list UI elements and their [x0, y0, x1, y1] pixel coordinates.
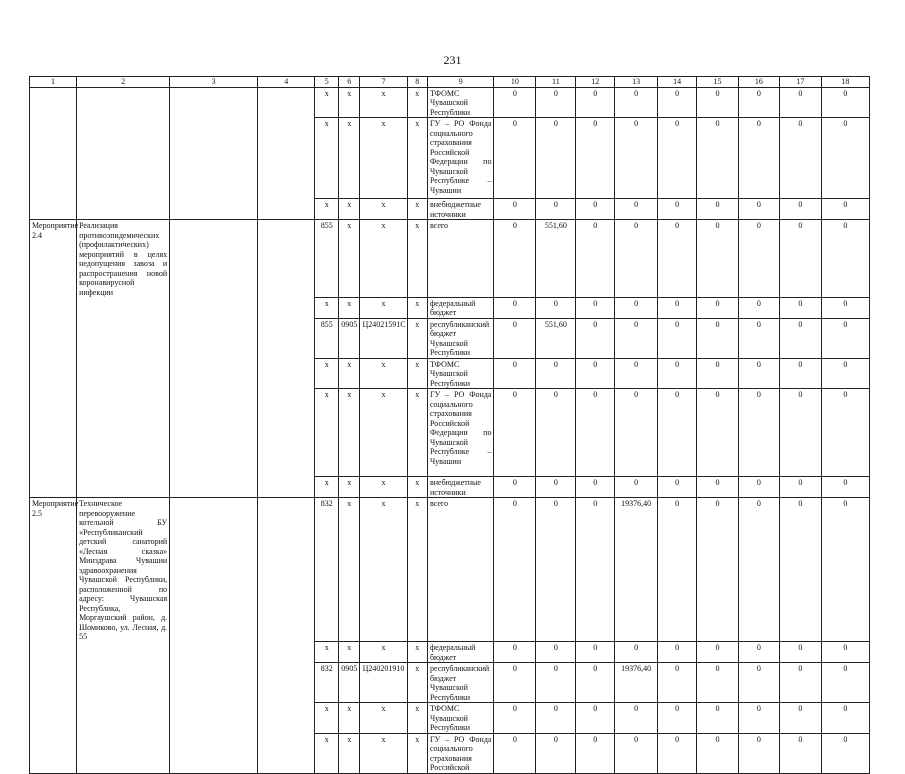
vr-cell: х	[407, 733, 427, 773]
year-value-cell: 0	[697, 297, 739, 318]
vr-cell: х	[407, 477, 427, 498]
empty-cell	[170, 220, 258, 298]
year-value-cell: 0	[779, 318, 821, 358]
empty-cell	[170, 318, 258, 358]
empty-cell	[170, 733, 258, 773]
empty-cell	[258, 297, 315, 318]
empty-cell	[170, 498, 258, 642]
year-value-cell: 0	[779, 703, 821, 734]
measure-label-cell	[30, 358, 77, 389]
table-row	[30, 318, 870, 358]
year-value-cell: 0	[576, 318, 615, 358]
measure-name-cell	[77, 87, 170, 118]
year-value-cell: 0	[821, 498, 869, 642]
measure-name-cell: Реализация противоэпидемических (профилактических) мероприятий в целях недопущения завоза и распространения новой коронавирусной инфекции	[77, 220, 170, 298]
year-value-cell: 0	[738, 220, 779, 298]
year-value-cell: 0	[536, 118, 576, 199]
grbs-cell: х	[315, 389, 339, 477]
measure-name-cell	[77, 199, 170, 220]
year-value-cell: 0	[821, 733, 869, 773]
empty-cell	[258, 663, 315, 703]
year-value-cell: 0	[494, 663, 536, 703]
year-value-cell: 0	[576, 663, 615, 703]
year-value-cell: 0	[615, 703, 658, 734]
year-value-cell: 0	[738, 389, 779, 477]
year-value-cell: 0	[615, 358, 658, 389]
year-value-cell: 0	[738, 87, 779, 118]
year-value-cell: 0	[615, 118, 658, 199]
year-value-cell: 0	[658, 642, 697, 663]
year-value-cell: 0	[821, 703, 869, 734]
empty-cell	[258, 389, 315, 477]
measure-label-cell	[30, 389, 77, 477]
table-row	[30, 477, 870, 498]
year-value-cell: 0	[821, 118, 869, 199]
empty-cell	[170, 642, 258, 663]
measure-label-cell	[30, 199, 77, 220]
empty-cell	[258, 220, 315, 298]
vr-cell: х	[407, 318, 427, 358]
measure-name-cell	[77, 663, 170, 703]
funding-source-cell: ГУ – РО Фонда социального страхования Российской	[427, 733, 494, 773]
year-value-cell: 0	[697, 358, 739, 389]
year-value-cell: 0	[494, 220, 536, 298]
csr-cell: х	[360, 118, 407, 199]
year-value-cell: 0	[576, 199, 615, 220]
measure-label-cell	[30, 477, 77, 498]
year-value-cell: 0	[779, 220, 821, 298]
year-value-cell: 0	[536, 87, 576, 118]
column-header-14: 14	[658, 77, 697, 88]
year-value-cell: 0	[576, 477, 615, 498]
rzpr-cell: х	[338, 220, 359, 298]
year-value-cell: 0	[494, 199, 536, 220]
empty-cell	[170, 477, 258, 498]
measure-label-cell	[30, 703, 77, 734]
year-value-cell: 0	[658, 389, 697, 477]
vr-cell: х	[407, 389, 427, 477]
year-value-cell: 0	[536, 199, 576, 220]
column-header-18: 18	[821, 77, 869, 88]
measure-name-cell	[77, 389, 170, 477]
column-header-17: 17	[779, 77, 821, 88]
empty-cell	[258, 87, 315, 118]
rzpr-cell: х	[338, 389, 359, 477]
measure-name-cell	[77, 733, 170, 773]
grbs-cell: х	[315, 733, 339, 773]
year-value-cell: 551,60	[536, 318, 576, 358]
rzpr-cell: х	[338, 358, 359, 389]
grbs-cell: х	[315, 358, 339, 389]
year-value-cell: 0	[494, 87, 536, 118]
column-header-9: 9	[427, 77, 494, 88]
grbs-cell: х	[315, 642, 339, 663]
vr-cell: х	[407, 297, 427, 318]
year-value-cell: 0	[494, 477, 536, 498]
table-row	[30, 703, 870, 734]
funding-source-cell: ГУ – РО Фонда социального страхования Российской Федерации по Чувашской Республике – Чувашии	[427, 389, 494, 477]
year-value-cell: 0	[615, 389, 658, 477]
year-value-cell: 0	[536, 733, 576, 773]
column-header-7: 7	[360, 77, 407, 88]
column-header-12: 12	[576, 77, 615, 88]
year-value-cell: 0	[779, 199, 821, 220]
year-value-cell: 0	[738, 733, 779, 773]
year-value-cell: 0	[494, 118, 536, 199]
grbs-cell: 832	[315, 663, 339, 703]
table-row	[30, 87, 870, 118]
empty-cell	[170, 87, 258, 118]
year-value-cell: 0	[779, 663, 821, 703]
vr-cell: х	[407, 703, 427, 734]
rzpr-cell: х	[338, 733, 359, 773]
csr-cell: х	[360, 498, 407, 642]
empty-cell	[170, 663, 258, 703]
empty-cell	[170, 389, 258, 477]
year-value-cell: 0	[779, 87, 821, 118]
year-value-cell: 0	[494, 703, 536, 734]
year-value-cell: 0	[697, 642, 739, 663]
year-value-cell: 0	[697, 477, 739, 498]
grbs-cell: 855	[315, 220, 339, 298]
year-value-cell: 19376,40	[615, 498, 658, 642]
year-value-cell: 0	[697, 498, 739, 642]
measure-label-cell	[30, 118, 77, 199]
funding-source-cell: всего	[427, 220, 494, 298]
year-value-cell: 0	[615, 87, 658, 118]
year-value-cell: 0	[536, 477, 576, 498]
year-value-cell: 0	[821, 358, 869, 389]
csr-cell: х	[360, 733, 407, 773]
year-value-cell: 0	[821, 199, 869, 220]
rzpr-cell: х	[338, 118, 359, 199]
rzpr-cell: х	[338, 297, 359, 318]
table-row	[30, 642, 870, 663]
year-value-cell: 0	[821, 663, 869, 703]
year-value-cell: 0	[615, 477, 658, 498]
year-value-cell: 0	[494, 297, 536, 318]
year-value-cell: 0	[615, 199, 658, 220]
year-value-cell: 0	[697, 87, 739, 118]
funding-source-cell: внебюджетные источники	[427, 477, 494, 498]
column-header-11: 11	[536, 77, 576, 88]
measure-name-cell	[77, 642, 170, 663]
column-header-13: 13	[615, 77, 658, 88]
rzpr-cell: х	[338, 87, 359, 118]
csr-cell: х	[360, 87, 407, 118]
page-number: 231	[443, 53, 462, 67]
budget-table-container	[29, 76, 870, 772]
year-value-cell: 0	[658, 220, 697, 298]
year-value-cell: 0	[576, 498, 615, 642]
csr-cell: х	[360, 297, 407, 318]
year-value-cell: 0	[821, 389, 869, 477]
empty-cell	[258, 318, 315, 358]
year-value-cell: 0	[494, 389, 536, 477]
table-row	[30, 663, 870, 703]
year-value-cell: 0	[738, 199, 779, 220]
empty-cell	[258, 358, 315, 389]
column-header-3: 3	[170, 77, 258, 88]
year-value-cell: 0	[576, 389, 615, 477]
year-value-cell: 0	[779, 118, 821, 199]
year-value-cell: 0	[615, 318, 658, 358]
year-value-cell: 0	[615, 297, 658, 318]
table-body	[30, 77, 870, 774]
csr-cell: х	[360, 642, 407, 663]
year-value-cell: 0	[494, 318, 536, 358]
empty-cell	[170, 118, 258, 199]
grbs-cell: х	[315, 87, 339, 118]
table-row	[30, 118, 870, 199]
year-value-cell: 0	[536, 703, 576, 734]
year-value-cell: 0	[536, 663, 576, 703]
year-value-cell: 0	[697, 733, 739, 773]
year-value-cell: 0	[697, 199, 739, 220]
year-value-cell: 551,60	[536, 220, 576, 298]
measure-label-cell	[30, 297, 77, 318]
funding-source-cell: ТФОМС Чувашской Республики	[427, 358, 494, 389]
year-value-cell: 0	[494, 358, 536, 389]
year-value-cell: 0	[779, 297, 821, 318]
year-value-cell: 0	[821, 297, 869, 318]
year-value-cell: 0	[658, 87, 697, 118]
year-value-cell: 0	[494, 498, 536, 642]
year-value-cell: 0	[576, 220, 615, 298]
year-value-cell: 0	[779, 733, 821, 773]
year-value-cell: 0	[779, 477, 821, 498]
year-value-cell: 0	[738, 297, 779, 318]
empty-cell	[170, 703, 258, 734]
vr-cell: х	[407, 358, 427, 389]
year-value-cell: 0	[738, 703, 779, 734]
empty-cell	[258, 498, 315, 642]
table-row	[30, 733, 870, 773]
year-value-cell: 0	[658, 199, 697, 220]
grbs-cell: х	[315, 477, 339, 498]
year-value-cell: 0	[779, 642, 821, 663]
measure-label-cell: Мероприятие 2.4	[30, 220, 77, 298]
year-value-cell: 0	[576, 733, 615, 773]
funding-source-cell: федеральный бюджет	[427, 642, 494, 663]
measure-label-cell	[30, 663, 77, 703]
funding-source-cell: республиканский бюджет Чувашской Республики	[427, 663, 494, 703]
vr-cell: х	[407, 642, 427, 663]
grbs-cell: х	[315, 297, 339, 318]
vr-cell: х	[407, 87, 427, 118]
csr-cell: х	[360, 703, 407, 734]
csr-cell: х	[360, 477, 407, 498]
csr-cell: Ц24021591С	[360, 318, 407, 358]
year-value-cell: 0	[738, 358, 779, 389]
measure-label-cell	[30, 87, 77, 118]
year-value-cell: 0	[576, 87, 615, 118]
column-header-8: 8	[407, 77, 427, 88]
year-value-cell: 0	[536, 498, 576, 642]
year-value-cell: 0	[697, 663, 739, 703]
year-value-cell: 0	[658, 318, 697, 358]
year-value-cell: 0	[615, 642, 658, 663]
vr-cell: х	[407, 498, 427, 642]
measure-name-cell	[77, 297, 170, 318]
year-value-cell: 0	[658, 358, 697, 389]
rzpr-cell: х	[338, 477, 359, 498]
column-header-2: 2	[77, 77, 170, 88]
year-value-cell: 0	[494, 642, 536, 663]
csr-cell: х	[360, 220, 407, 298]
empty-cell	[258, 733, 315, 773]
year-value-cell: 0	[697, 318, 739, 358]
year-value-cell: 0	[658, 703, 697, 734]
csr-cell: Ц240201910	[360, 663, 407, 703]
measure-name-cell	[77, 318, 170, 358]
table-row	[30, 220, 870, 298]
funding-source-cell: ТФОМС Чувашской Республики	[427, 703, 494, 734]
empty-cell	[258, 703, 315, 734]
budget-table	[29, 76, 870, 774]
rzpr-cell: х	[338, 199, 359, 220]
measure-name-cell	[77, 703, 170, 734]
year-value-cell: 0	[536, 358, 576, 389]
rzpr-cell: х	[338, 642, 359, 663]
grbs-cell: 855	[315, 318, 339, 358]
year-value-cell: 0	[658, 297, 697, 318]
vr-cell: х	[407, 220, 427, 298]
column-header-6: 6	[338, 77, 359, 88]
empty-cell	[170, 199, 258, 220]
table-row	[30, 358, 870, 389]
year-value-cell: 0	[536, 389, 576, 477]
year-value-cell: 0	[738, 663, 779, 703]
year-value-cell: 0	[821, 220, 869, 298]
funding-source-cell: ТФОМС Чувашской Республики	[427, 87, 494, 118]
year-value-cell: 0	[738, 118, 779, 199]
column-header-10: 10	[494, 77, 536, 88]
rzpr-cell: х	[338, 498, 359, 642]
year-value-cell: 0	[697, 118, 739, 199]
funding-source-cell: внебюджетные источники	[427, 199, 494, 220]
measure-label-cell	[30, 318, 77, 358]
grbs-cell: х	[315, 118, 339, 199]
column-header-15: 15	[697, 77, 739, 88]
year-value-cell: 0	[779, 389, 821, 477]
empty-cell	[170, 297, 258, 318]
empty-cell	[258, 199, 315, 220]
grbs-cell: х	[315, 199, 339, 220]
year-value-cell: 0	[536, 642, 576, 663]
measure-name-cell	[77, 358, 170, 389]
column-header-16: 16	[738, 77, 779, 88]
year-value-cell: 0	[738, 642, 779, 663]
year-value-cell: 0	[779, 498, 821, 642]
table-row	[30, 297, 870, 318]
grbs-cell: х	[315, 703, 339, 734]
measure-label-cell	[30, 642, 77, 663]
rzpr-cell: 0905	[338, 663, 359, 703]
header-row	[30, 77, 870, 88]
table-row	[30, 199, 870, 220]
year-value-cell: 0	[615, 220, 658, 298]
year-value-cell: 0	[738, 318, 779, 358]
year-value-cell: 0	[494, 733, 536, 773]
vr-cell: х	[407, 199, 427, 220]
grbs-cell: 832	[315, 498, 339, 642]
year-value-cell: 0	[658, 733, 697, 773]
measure-label-cell: Мероприятие 2.5	[30, 498, 77, 642]
year-value-cell: 0	[658, 118, 697, 199]
column-header-5: 5	[315, 77, 339, 88]
year-value-cell: 0	[779, 358, 821, 389]
column-header-1: 1	[30, 77, 77, 88]
year-value-cell: 0	[697, 220, 739, 298]
empty-cell	[258, 118, 315, 199]
funding-source-cell: ГУ – РО Фонда социального страхования Российской Федерации по Чувашской Республике – Чувашии	[427, 118, 494, 199]
measure-name-cell	[77, 477, 170, 498]
year-value-cell: 0	[821, 87, 869, 118]
rzpr-cell: 0905	[338, 318, 359, 358]
measure-name-cell	[77, 118, 170, 199]
year-value-cell: 0	[576, 642, 615, 663]
funding-source-cell: федеральный бюджет	[427, 297, 494, 318]
csr-cell: х	[360, 358, 407, 389]
table-row	[30, 389, 870, 477]
empty-cell	[170, 358, 258, 389]
funding-source-cell: республиканский бюджет Чувашской Республики	[427, 318, 494, 358]
year-value-cell: 0	[697, 703, 739, 734]
year-value-cell: 0	[697, 389, 739, 477]
csr-cell: х	[360, 199, 407, 220]
year-value-cell: 0	[738, 498, 779, 642]
year-value-cell: 0	[576, 297, 615, 318]
year-value-cell: 0	[615, 733, 658, 773]
year-value-cell: 0	[536, 297, 576, 318]
year-value-cell: 0	[658, 498, 697, 642]
vr-cell: х	[407, 663, 427, 703]
year-value-cell: 0	[658, 477, 697, 498]
year-value-cell: 0	[821, 642, 869, 663]
measure-label-cell	[30, 733, 77, 773]
vr-cell: х	[407, 118, 427, 199]
year-value-cell: 19376,40	[615, 663, 658, 703]
table-row	[30, 498, 870, 642]
year-value-cell: 0	[576, 703, 615, 734]
rzpr-cell: х	[338, 703, 359, 734]
measure-name-cell: Техническое перевооружение котельной БУ «Республиканский детский санаторий «Лесная сказка» Минздрава Чувашии здравоохранения Чувашской Республики, расположенной по адресу: Чувашская Республика, Моргаушский район, д. Шомиково, ул. Лесная, д. 55	[77, 498, 170, 642]
column-header-4: 4	[258, 77, 315, 88]
year-value-cell: 0	[738, 477, 779, 498]
year-value-cell: 0	[576, 358, 615, 389]
empty-cell	[258, 477, 315, 498]
year-value-cell: 0	[576, 118, 615, 199]
year-value-cell: 0	[821, 318, 869, 358]
empty-cell	[258, 642, 315, 663]
year-value-cell: 0	[658, 663, 697, 703]
year-value-cell: 0	[821, 477, 869, 498]
funding-source-cell: всего	[427, 498, 494, 642]
csr-cell: х	[360, 389, 407, 477]
